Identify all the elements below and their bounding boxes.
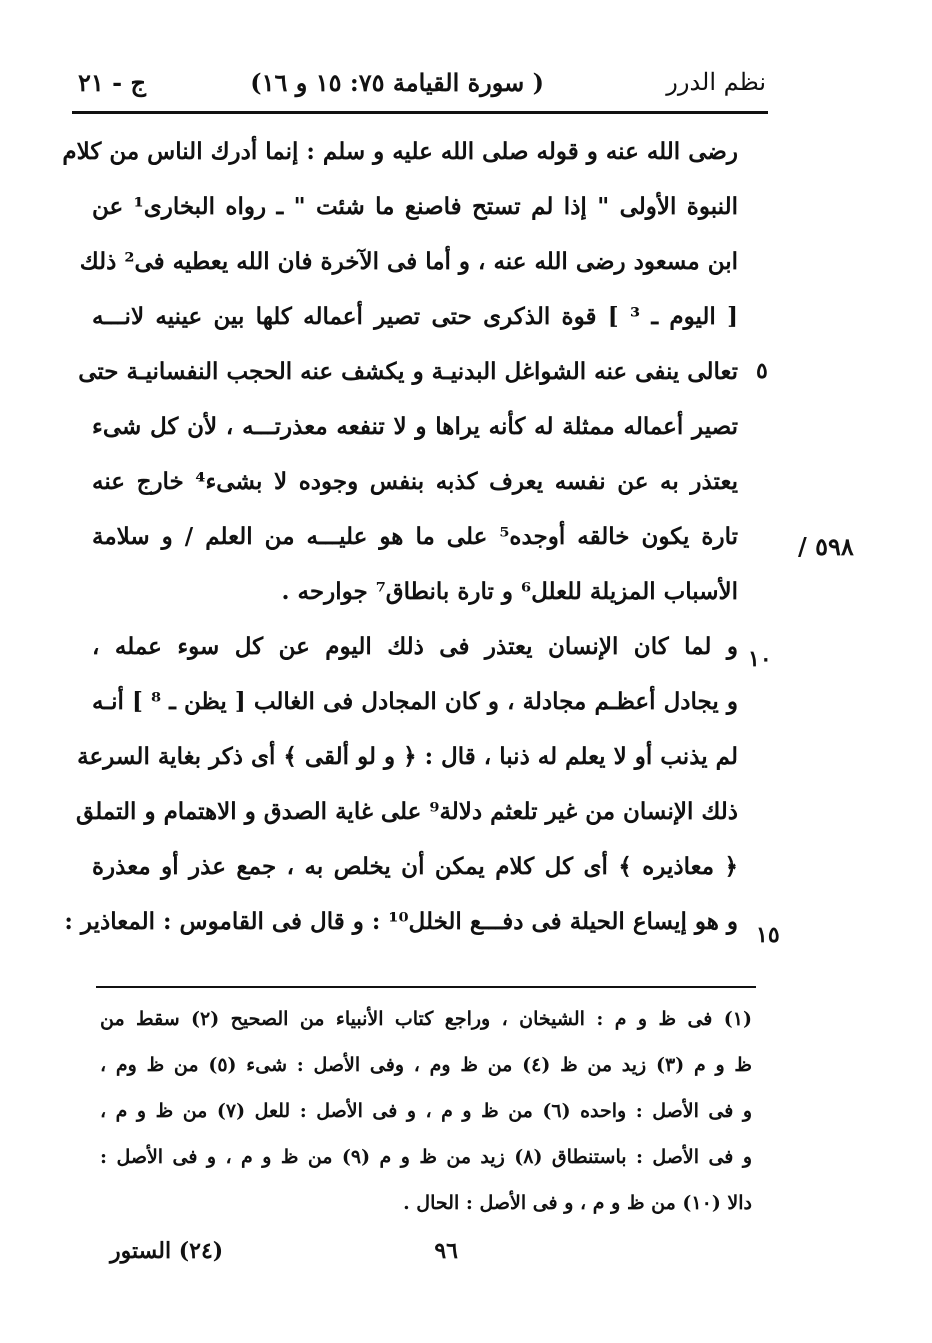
footnote-line: دالا (١٠) من ظ و م ، و فى الأصل : الحال . — [403, 1192, 752, 1214]
text-line: و يجادل أعظـم مجادلة ، و كان المجادل فى الغالب [ يظن ـ ⁸ ] أنـه — [92, 688, 738, 715]
main-text — [62, 124, 738, 949]
text-line: ابن مسعود رضى الله عنه ، و أما فى الآخرة فان الله يعطيه فى² ذلك — [79, 248, 738, 275]
text-line: الأسباب المزيلة للعلل⁶ و تارة بانطاق⁷ جوارحه . — [281, 578, 738, 605]
text-line: النبوة الأولى " إذا لم تستح فاصنع ما شئت " ـ رواه البخارى¹ عن — [92, 193, 738, 220]
footnote-rule — [96, 986, 756, 988]
header-rule — [72, 111, 768, 114]
signature-mark: (٢٤) الستور — [110, 1238, 224, 1264]
running-header — [78, 62, 766, 106]
page-number: ٩٦ — [434, 1238, 458, 1264]
text-line: و هو إيساع الحيلة فى دفـــع الخلل¹⁰ : و قال فى القاموس : المعاذير : — [64, 908, 738, 935]
line-number-15: ١٥ — [756, 922, 780, 948]
text-line: رضى الله عنه و قوله صلى الله عليه و سلم : إنما أدرك الناس من كلام — [62, 138, 738, 165]
surah-reference: ( سورة القيامة ٧٥: ١٥ و ١٦) — [250, 68, 544, 97]
line-number-10: ١٠ — [748, 646, 772, 672]
text-line: تارة يكون خالقه أوجده⁵ على ما هو عليـــه من العلم / و سلامة — [92, 523, 738, 550]
text-line: [ اليوم ـ ³ ] قوة الذكرى حتى تصير أعماله كلها بين عينيه لانـــه — [92, 303, 738, 330]
text-line: يعتذر به عن نفسه يعرف كذبه بنفس وجوده لا بشىء⁴ خارج عنه — [92, 468, 738, 495]
margin-reference: ٥٩٨ / — [798, 532, 854, 561]
footnote-line: و فى الأصل : باستنطاق (٨) زيد من ظ و م (٩) من ظ و م ، و فى الأصل : — [100, 1146, 752, 1168]
line-number-5: ٥ — [756, 358, 768, 384]
text-line: تعالى ينفى عنه الشواغل البدنيـة و يكشف عنه الحجب النفسانيـة حتى — [78, 358, 738, 385]
book-title: نظم الدرر — [666, 68, 766, 96]
text-line: ﴿ معاذيره ﴾ أى كل كلام يمكن أن يخلص به ، جمع عذر أو معذرة — [92, 853, 738, 880]
volume-number: ج - ٢١ — [78, 68, 146, 97]
footnote-line: ظ و م (٣) زيد من ظ (٤) من ظ وم ، وفى الأصل : شىء (٥) من ظ وم ، — [100, 1054, 752, 1076]
footnote-line: (١) فى ظ و م : الشيخان ، وراجع كتاب الأنبياء من الصحيح (٢) سقط من — [100, 1008, 752, 1030]
text-line: و لما كان الإنسان يعتذر فى ذلك اليوم عن كل سوء عمله ، — [92, 633, 738, 660]
text-line: لم يذنب أو لا يعلم له ذنبا ، قال : ﴿ و لو ألقى ﴾ أى ذكر بغاية السرعة — [77, 743, 738, 770]
text-line: ذلك الإنسان من غير تلعثم دلالة⁹ على غاية الصدق و الاهتمام و التملق — [76, 798, 738, 825]
footnotes — [100, 996, 752, 1226]
text-line: تصير أعماله ممثلة له كأنه يراها و لا تنفعه معذرتـــه ، لأن كل شىء — [92, 413, 738, 440]
page-footer — [100, 1234, 740, 1274]
footnote-line: و فى الأصل : واحده (٦) من ظ و م ، و فى الأصل : للعل (٧) من ظ و م ، — [100, 1100, 753, 1122]
